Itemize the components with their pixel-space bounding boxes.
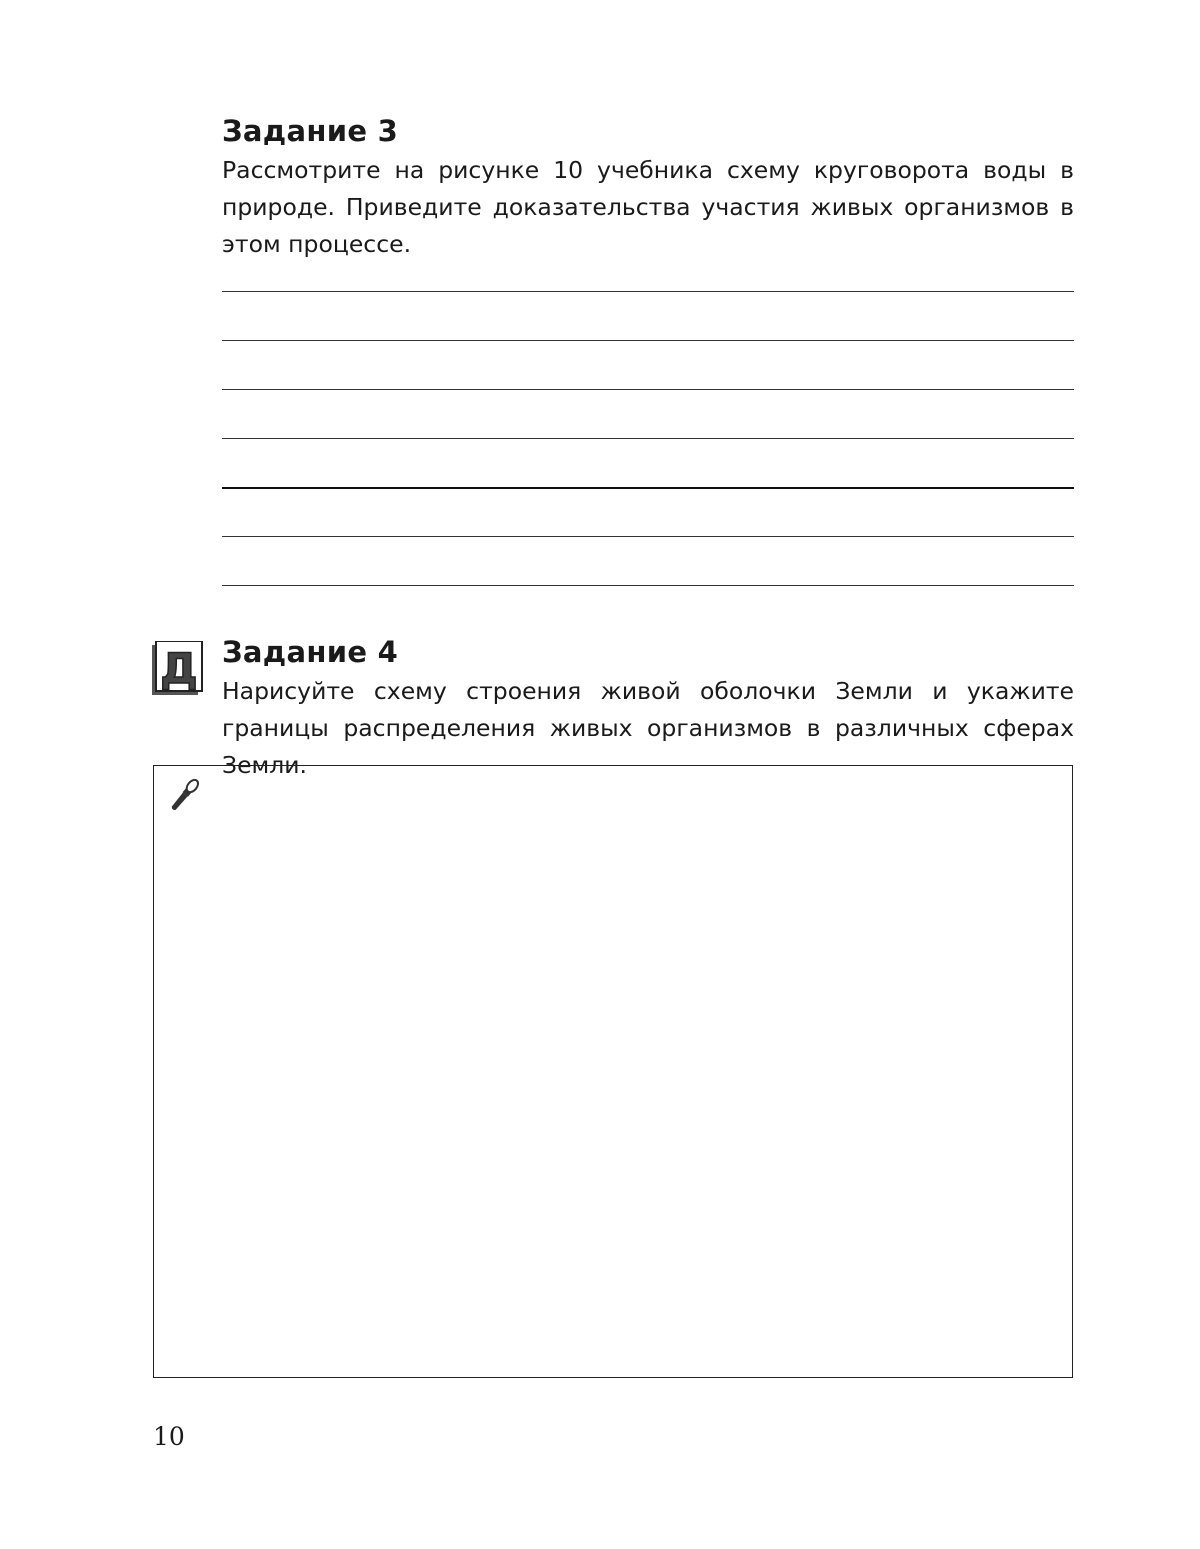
answer-line[interactable] — [222, 291, 1074, 292]
brush-icon — [166, 776, 202, 816]
task-4-title: Задание 4 — [222, 635, 399, 669]
answer-line[interactable] — [222, 438, 1074, 439]
badge-letter: Д — [160, 644, 198, 693]
drawing-area[interactable] — [153, 765, 1073, 1378]
page-number: 10 — [153, 1422, 185, 1451]
task-4-text: Нарисуйте схему строения живой оболочки Земли и укажите границы распределения живых организмов в различных сферах Земли. — [222, 677, 1074, 779]
homework-badge-icon — [152, 641, 204, 697]
answer-line[interactable] — [222, 340, 1074, 341]
answer-line[interactable] — [222, 389, 1074, 390]
answer-line[interactable] — [222, 487, 1074, 489]
task-3-title: Задание 3 — [222, 114, 399, 148]
answer-line[interactable] — [222, 536, 1074, 537]
answer-line[interactable] — [222, 585, 1074, 586]
task-3-text: Рассмотрите на рисунке 10 учебника схему круговорота воды в природе. Приведите доказательства участия живых организмов в этом процессе. — [222, 156, 1074, 258]
